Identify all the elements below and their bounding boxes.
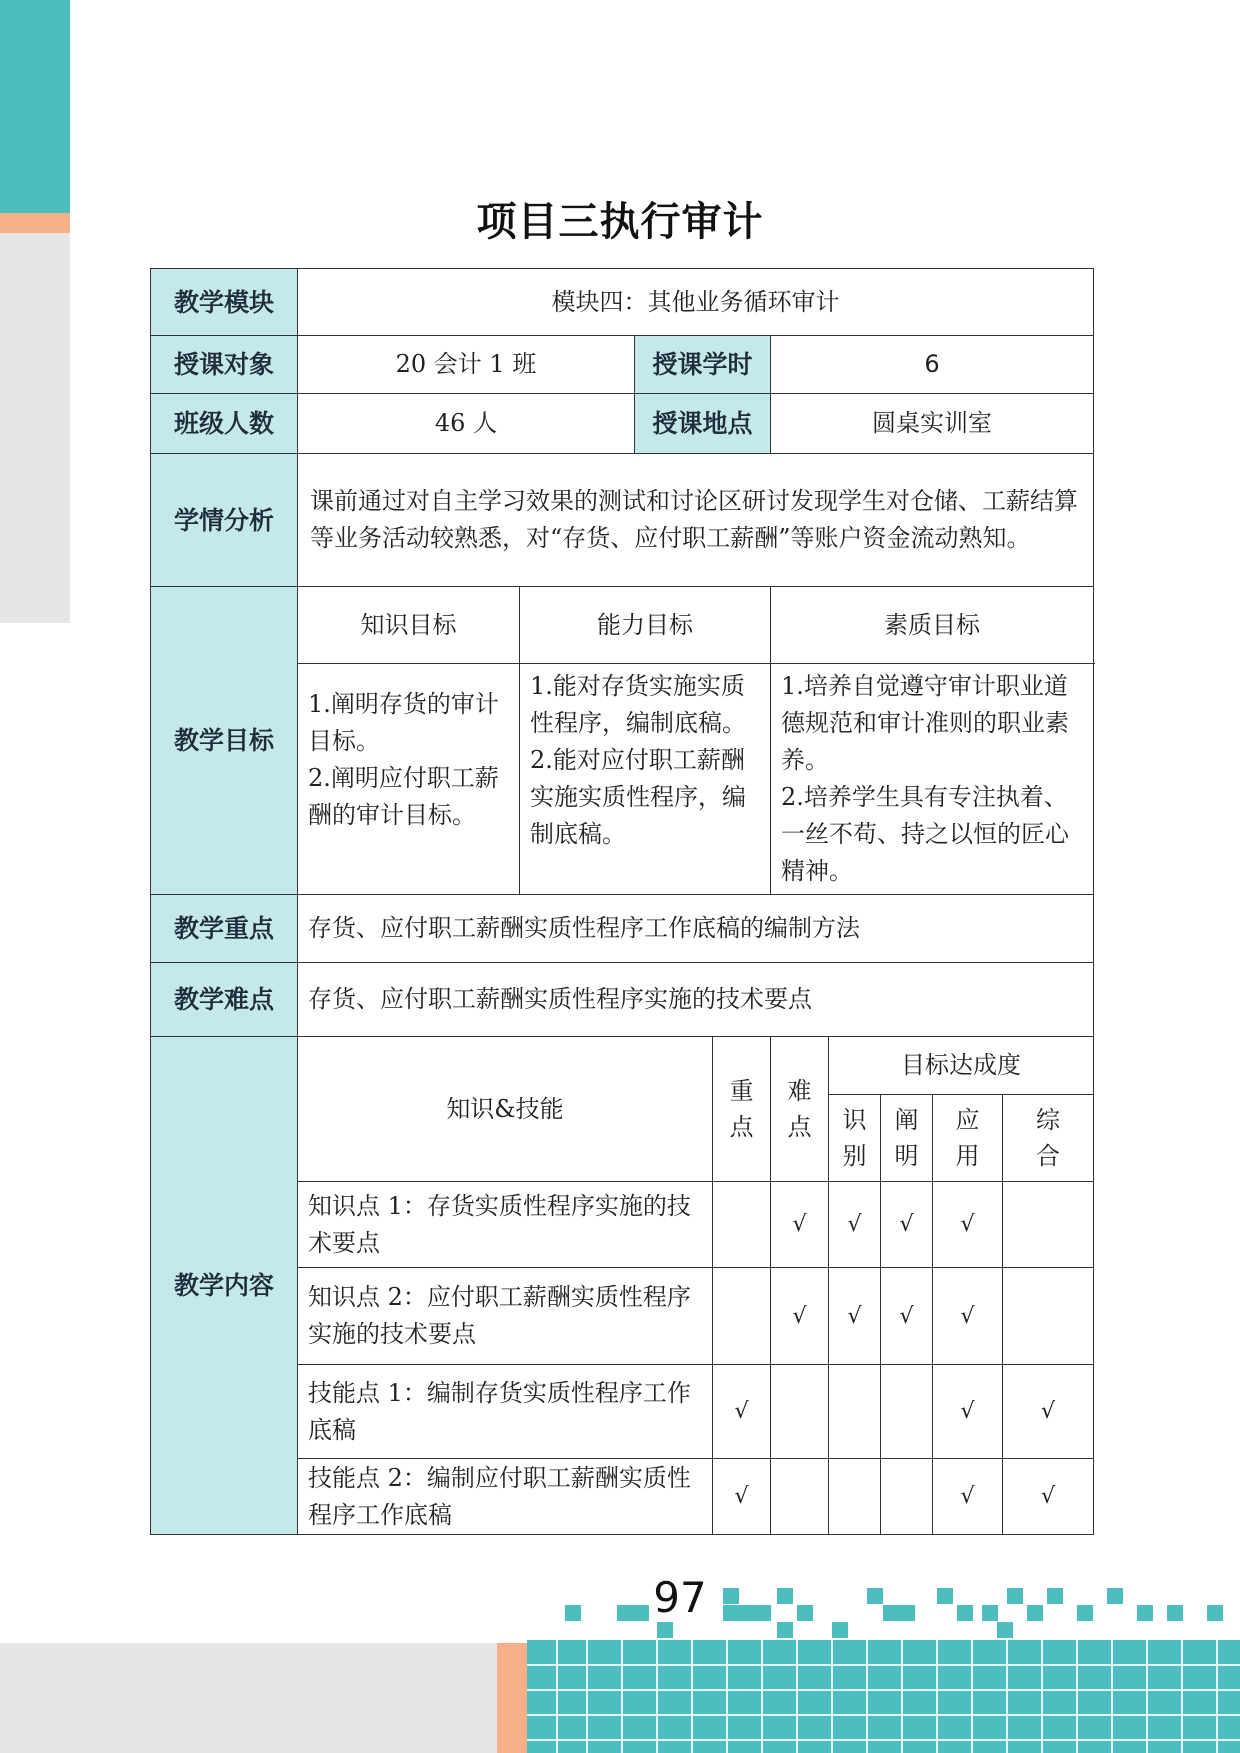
quality-goal-2: 2.培养学生具有专注执着、一丝不苟、持之以恒的匠心精神。 — [781, 783, 1069, 885]
value-difficulty: 存货、应付职工薪酬实质性程序实施的技术要点 — [298, 963, 1094, 1037]
row-class-size — [151, 394, 1094, 454]
row-analysis — [151, 454, 1094, 587]
lesson-plan-table — [150, 268, 1094, 1535]
label-class-size: 班级人数 — [151, 394, 298, 454]
mark-explain — [881, 1459, 933, 1535]
header-level-explain: 阐明 — [881, 1095, 933, 1182]
content-item-text: 知识点 1：存货实质性程序实施的技术要点 — [298, 1182, 713, 1268]
row-key-point — [151, 895, 1094, 963]
content-item-text: 技能点 1：编制存货实质性程序工作底稿 — [298, 1365, 713, 1459]
value-audience: 20 会计 1 班 — [298, 336, 635, 394]
mark-diff: √ — [771, 1182, 829, 1268]
left-teal-bar — [0, 0, 70, 213]
mark-synthesize — [1003, 1268, 1094, 1365]
value-key-point: 存货、应付职工薪酬实质性程序工作底稿的编制方法 — [298, 895, 1094, 963]
page-number: 97 — [653, 1573, 707, 1622]
mark-synthesize: √ — [1003, 1459, 1094, 1535]
knowledge-goal-1: 1.阐明存货的审计目标。 — [308, 690, 499, 755]
header-level-identify: 识别 — [829, 1095, 881, 1182]
left-gray-bar — [0, 233, 70, 623]
header-level-synthesize: 综合 — [1003, 1095, 1094, 1182]
label-module: 教学模块 — [151, 269, 298, 336]
row-content-header-1 — [151, 1037, 1094, 1095]
header-skill: 知识&技能 — [298, 1037, 713, 1182]
mark-diff — [771, 1459, 829, 1535]
label-analysis: 学情分析 — [151, 454, 298, 587]
quality-goals — [771, 664, 1094, 895]
value-analysis: 课前通过对自主学习效果的测试和讨论区研讨发现学生对仓储、工薪结算等业务活动较熟悉，对“存货、应付职工薪酬”等账户资金流动熟知。 — [298, 454, 1094, 587]
bottom-grid-pattern — [527, 1580, 1240, 1753]
mark-synthesize — [1003, 1182, 1094, 1268]
mark-synthesize: √ — [1003, 1365, 1094, 1459]
mark-identify: √ — [829, 1182, 881, 1268]
label-difficulty: 教学难点 — [151, 963, 298, 1037]
header-key: 重点 — [713, 1037, 771, 1182]
mark-explain: √ — [881, 1182, 933, 1268]
ability-goal-2: 2.能对应付职工薪酬实施实质性程序，编制底稿。 — [530, 746, 746, 848]
header-knowledge-goal: 知识目标 — [298, 587, 520, 664]
mark-diff: √ — [771, 1268, 829, 1365]
knowledge-goal-2: 2.阐明应付职工薪酬的审计目标。 — [308, 764, 499, 829]
content-item-text: 技能点 2：编制应付职工薪酬实质性程序工作底稿 — [298, 1459, 713, 1535]
label-audience: 授课对象 — [151, 336, 298, 394]
bottom-peach-band — [497, 1643, 527, 1753]
label-location: 授课地点 — [635, 394, 771, 454]
mark-apply: √ — [933, 1268, 1003, 1365]
row-objectives-header — [151, 587, 1094, 664]
mark-explain — [881, 1365, 933, 1459]
ability-goals — [520, 664, 771, 895]
header-level-apply: 应用 — [933, 1095, 1003, 1182]
quality-goal-1: 1.培养自觉遵守审计职业道德规范和审计准则的职业素养。 — [781, 672, 1069, 774]
ability-goal-1: 1.能对存货实施实质性程序，编制底稿。 — [530, 672, 746, 737]
row-module — [151, 269, 1094, 336]
mark-apply: √ — [933, 1365, 1003, 1459]
mark-key: √ — [713, 1365, 771, 1459]
content-item-text: 知识点 2：应付职工薪酬实质性程序实施的技术要点 — [298, 1268, 713, 1365]
mark-key — [713, 1268, 771, 1365]
mark-identify — [829, 1365, 881, 1459]
label-content: 教学内容 — [151, 1037, 298, 1535]
value-hours: 6 — [771, 336, 1094, 394]
mark-identify — [829, 1459, 881, 1535]
row-difficulty — [151, 963, 1094, 1037]
header-diff: 难点 — [771, 1037, 829, 1182]
bottom-gray-band — [0, 1643, 497, 1753]
value-class-size: 46 人 — [298, 394, 635, 454]
header-goal-achievement: 目标达成度 — [829, 1037, 1094, 1095]
mark-key: √ — [713, 1459, 771, 1535]
row-audience — [151, 336, 1094, 394]
value-location: 圆桌实训室 — [771, 394, 1094, 454]
header-ability-goal: 能力目标 — [520, 587, 771, 664]
label-objectives: 教学目标 — [151, 587, 298, 895]
mark-key — [713, 1182, 771, 1268]
value-module: 模块四：其他业务循环审计 — [298, 269, 1094, 336]
mark-explain: √ — [881, 1268, 933, 1365]
mark-apply: √ — [933, 1459, 1003, 1535]
mark-apply: √ — [933, 1182, 1003, 1268]
label-hours: 授课学时 — [635, 336, 771, 394]
mark-identify: √ — [829, 1268, 881, 1365]
label-key-point: 教学重点 — [151, 895, 298, 963]
header-quality-goal: 素质目标 — [771, 587, 1094, 664]
page-title: 项目三执行审计 — [476, 199, 764, 245]
mark-diff — [771, 1365, 829, 1459]
knowledge-goals — [298, 664, 520, 895]
